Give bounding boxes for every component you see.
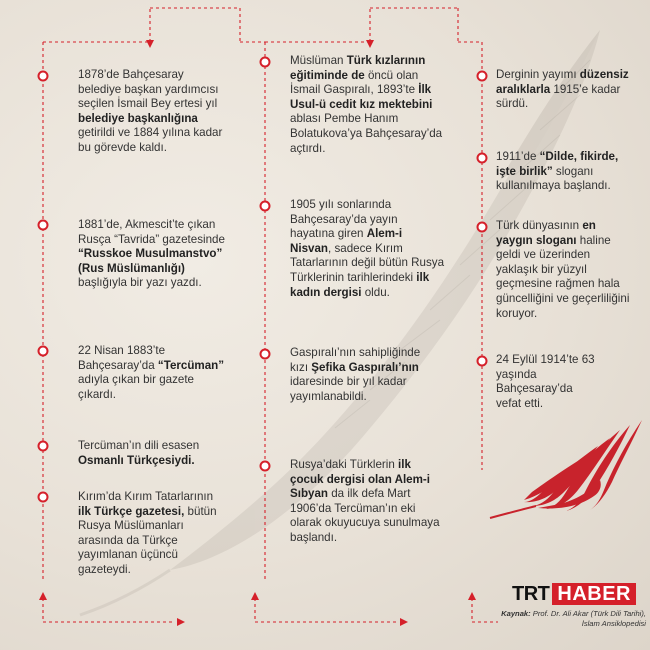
body-text: haline geldi ve üzerinden yaklaşık bir yüzyıl geçmesine rağmen hala güncelliğini ve geçerliliğini koruyor. xyxy=(496,233,630,320)
body-text: 1915’e kadar sürdü. xyxy=(496,82,621,111)
highlight-text: ilk kadın dergisi xyxy=(290,270,430,299)
body-text: idaresinde bir yıl kadar yayımlanabildi. xyxy=(290,375,407,403)
highlight-text: Osmanlı Türkçesiydi. xyxy=(78,453,195,467)
body-text: öncü olan İsmail Gaspıralı, 1893’te xyxy=(290,68,419,97)
timeline-entry-1878 xyxy=(78,68,228,156)
logo-brand: TRT xyxy=(512,582,550,605)
body-text: adıyla çıkan bir gazete çıkardı. xyxy=(78,373,195,401)
body-text: Gaspıralı’nın sahipliğinde kızı xyxy=(290,346,421,374)
body-text: oldu. xyxy=(361,285,390,299)
body-text: Kırım’da Kırım Tatarlarının xyxy=(78,490,214,503)
body-text: 1911’de xyxy=(496,150,540,163)
highlight-text: “Russkoe Musulmanstvo” (Rus Müslümanlığı) xyxy=(78,247,223,275)
body-text: Rusya’daki Türklerin xyxy=(290,458,399,471)
body-text: 1881’de, Akmescit’te çıkan Rusça “Tavrida” gazetesinde xyxy=(78,218,225,246)
timeline-entry-1883 xyxy=(78,344,226,402)
timeline-entry-1893 xyxy=(290,54,445,156)
highlight-text: Türk kızlarının eğitiminde de xyxy=(290,54,426,82)
highlight-text: ilk Türkçe gazetesi, xyxy=(78,504,185,518)
timeline-entry-1914 xyxy=(496,353,596,411)
timeline-entry-1881 xyxy=(78,218,230,291)
highlight-text: Alem-i Nisvan xyxy=(290,227,403,255)
highlight-text: “Tercüman” xyxy=(157,358,225,372)
body-text: başlığıyla bir yazı yazdı. xyxy=(78,276,202,290)
source-label: Kaynak: xyxy=(501,609,531,618)
highlight-text: ilk çocuk dergisi olan Alem-i Sıbyan xyxy=(290,458,431,501)
body-text: bütün Rusya Müslümanları arasında da Türkçe yayımlanan üçüncü gazeteydi. xyxy=(78,504,217,576)
body-text: 1878’de Bahçesaray belediye başkan yardımcısı seçilen İsmail Bey ertesi yıl xyxy=(78,68,219,111)
highlight-text: “Dilde, fikirde, işte birlik” xyxy=(496,150,619,178)
body-text: ablası Pembe Hanım Bolatukova’ya Bahçesaray’da açtırdı. xyxy=(290,112,443,155)
logo-name: HABER xyxy=(552,583,636,605)
body-text: da ilk defa Mart 1906’da Tercüman’ın eki olarak okuyucuya sunulmaya başlandı. xyxy=(290,487,440,544)
body-text: Türk dünyasının xyxy=(496,219,583,232)
highlight-text: düzensiz aralıklarla xyxy=(496,68,629,96)
timeline-entry-1906 xyxy=(290,458,440,546)
highlight-text: İlk Usul-ü cedit kız mektebini xyxy=(290,83,433,111)
timeline-entry-language xyxy=(78,439,226,468)
body-text: , sadece Kırım Tatarlarının değil bütün Rusya Türklerinin tarihlerindeki xyxy=(290,241,445,284)
timeline-entry-1905 xyxy=(290,198,445,300)
source-citation xyxy=(498,609,646,629)
body-text: Müslüman xyxy=(290,54,347,67)
highlight-text: belediye başkanlığına xyxy=(78,111,198,125)
timeline-entry-sefika xyxy=(290,346,435,404)
body-text: sloganı kullanılmaya başlandı. xyxy=(496,164,611,193)
timeline-entry-1911 xyxy=(496,150,631,194)
source-text: Prof. Dr. Ali Akar (Türk Dili Tarihi), İslam Ansiklopedisi xyxy=(530,609,646,628)
highlight-text: Şefika Gaspıralı’nın xyxy=(311,360,419,374)
timeline-entry-slogan xyxy=(496,219,631,321)
highlight-text: en yaygın sloganı xyxy=(496,219,596,247)
body-text: 1905 yılı sonlarında Bahçesaray’da yayın hayatına giren xyxy=(290,198,398,241)
timeline-entry-1915 xyxy=(496,68,631,112)
body-text: getirildi ve 1884 yılına kadar bu görevde kaldı. xyxy=(78,126,223,154)
timeline-entry-first-turkish-newspaper xyxy=(78,490,228,578)
trt-haber-logo xyxy=(512,583,636,605)
body-text: 22 Nisan 1883’te Bahçesaray’da xyxy=(78,344,166,372)
body-text: Tercüman’ın dili esasen xyxy=(78,439,200,452)
body-text: Derginin yayımı xyxy=(496,68,580,81)
body-text: 24 Eylül 1914’te 63 yaşında Bahçesaray’da vefat etti. xyxy=(496,353,595,410)
